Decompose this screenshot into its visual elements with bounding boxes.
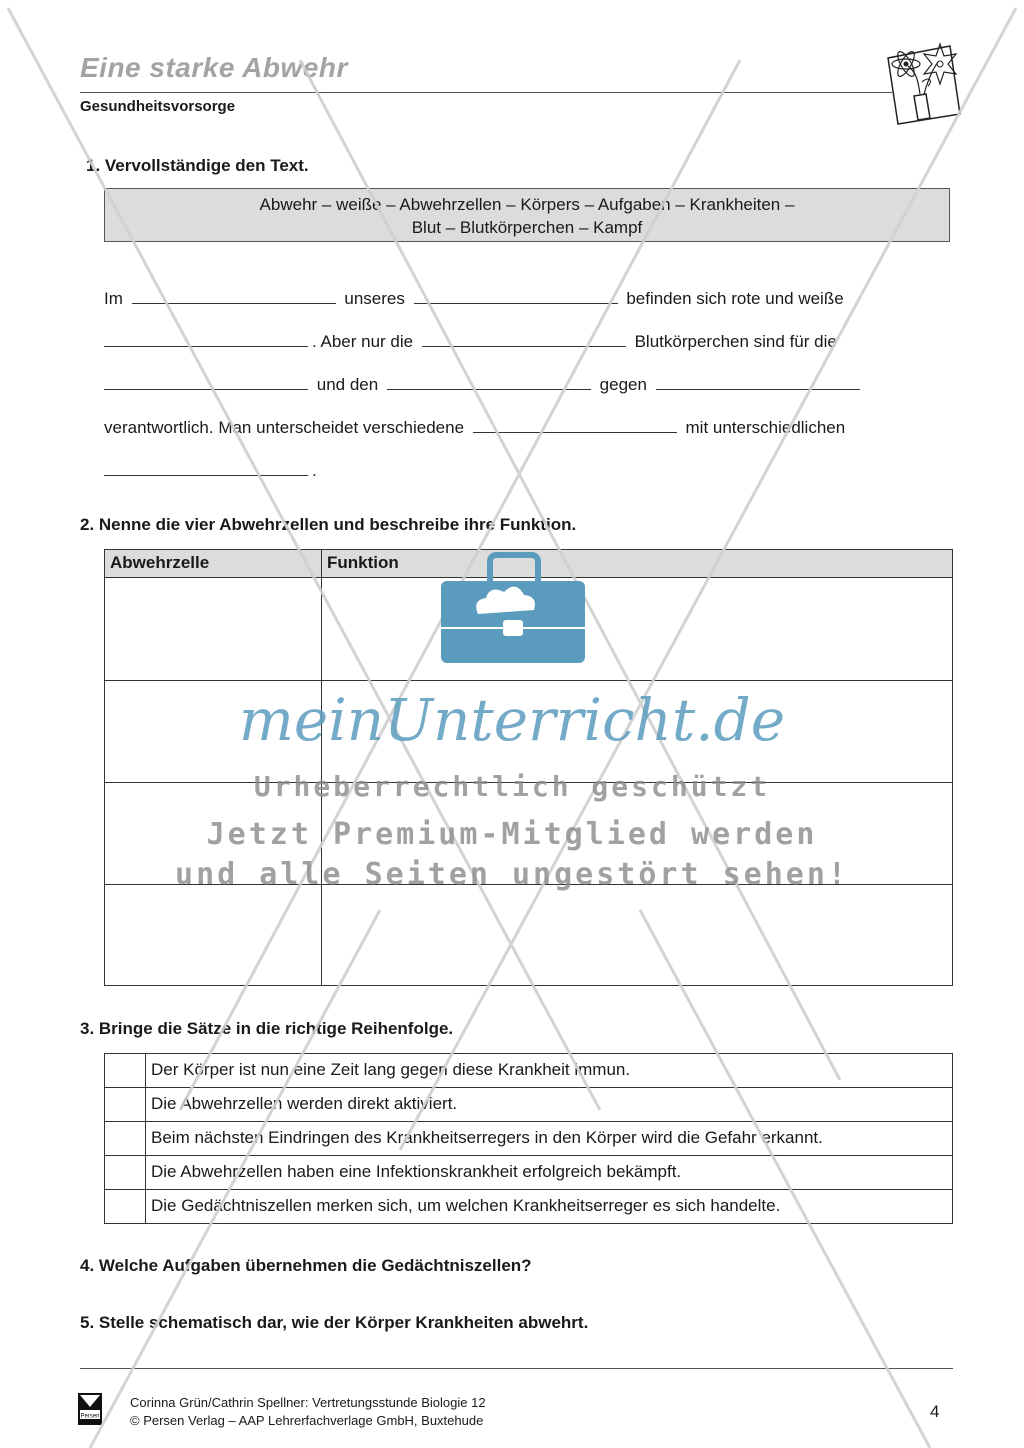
task3-heading: 3. Bringe die Sätze in die richtige Reihenfolge. bbox=[80, 1019, 454, 1038]
footer-author: Corinna Grün/Cathrin Spellner: Vertretungsstunde Biologie 12 bbox=[130, 1395, 486, 1410]
blank-field[interactable] bbox=[656, 373, 860, 390]
publisher-logo bbox=[78, 1393, 102, 1425]
sentence-text: Beim nächsten Eindringen des Krankheitserregers in den Körper wird die Gefahr erkannt. bbox=[151, 1128, 823, 1147]
blank-field[interactable] bbox=[414, 287, 618, 304]
col-header-cell: Abwehrzelle bbox=[110, 553, 210, 572]
worksheet-subtitle: Gesundheitsvorsorge bbox=[80, 98, 236, 115]
sentence-text: Der Körper ist nun eine Zeit lang gegen diese Krankheit immun. bbox=[151, 1060, 631, 1079]
fill-text: verantwortlich. Man unterscheidet verschiedene bbox=[104, 418, 465, 437]
watermark-premium: Jetzt Premium-Mitglied werden bbox=[206, 817, 818, 852]
sentence-text: Die Abwehrzellen werden direkt aktiviert. bbox=[151, 1094, 458, 1113]
fill-text: mit unterschiedlichen bbox=[685, 418, 846, 437]
blank-field[interactable] bbox=[387, 373, 591, 390]
watermark-cta: und alle Seiten ungestört sehen! bbox=[175, 857, 849, 892]
page-number: 4 bbox=[930, 1402, 940, 1421]
table-row bbox=[105, 1054, 952, 1088]
fill-line-4 bbox=[104, 416, 845, 438]
blank-field[interactable] bbox=[132, 287, 336, 304]
table-row bbox=[105, 1088, 952, 1122]
fill-line-5 bbox=[104, 459, 317, 481]
watermark-copyright: Urheberrechtlich geschützt bbox=[253, 770, 771, 803]
sentence-text: Die Gedächtniszellen merken sich, um welchen Krankheitserreger es sich handelte. bbox=[151, 1196, 781, 1215]
task1-heading: 1. Vervollständige den Text. bbox=[86, 156, 309, 175]
task2-heading: 2. Nenne die vier Abwehrzellen und beschreibe ihre Funktion. bbox=[80, 515, 577, 534]
fill-text: und den bbox=[316, 375, 379, 394]
sentence-text: Die Abwehrzellen haben eine Infektionskrankheit erfolgreich bekämpft. bbox=[151, 1162, 682, 1181]
col-header-function: Funktion bbox=[327, 553, 399, 572]
fill-text: Blutkörperchen sind für die bbox=[634, 332, 837, 351]
footer-divider bbox=[80, 1368, 953, 1369]
table-row bbox=[105, 1156, 952, 1190]
fill-text: unseres bbox=[344, 289, 405, 308]
publisher-logo-text: Persen bbox=[80, 1413, 100, 1420]
worksheet-title: Eine starke Abwehr bbox=[80, 52, 348, 83]
fill-text: Im bbox=[104, 289, 123, 308]
blank-field[interactable] bbox=[422, 330, 626, 347]
fill-line-2 bbox=[104, 330, 837, 352]
fill-text: befinden sich rote und weiße bbox=[626, 289, 844, 308]
watermark-brand: meinUnterricht.de bbox=[238, 686, 786, 754]
table-row bbox=[105, 1190, 952, 1224]
header-divider bbox=[80, 92, 892, 93]
sentence-order-table bbox=[104, 1053, 953, 1224]
row-divider bbox=[105, 680, 952, 681]
column-divider bbox=[321, 550, 322, 985]
blank-field[interactable] bbox=[473, 416, 677, 433]
fill-text: . Aber nur die bbox=[312, 332, 414, 351]
fill-line-1 bbox=[104, 287, 844, 309]
word-bank-line2: Blut – Blutkörperchen – Kampf bbox=[411, 218, 643, 237]
blank-field[interactable] bbox=[104, 459, 308, 476]
fill-text: . bbox=[312, 461, 317, 480]
defense-cells-table bbox=[104, 549, 953, 986]
footer-copyright: © Persen Verlag – AAP Lehrerfachverlage GmbH, Buxtehude bbox=[130, 1413, 484, 1428]
number-column-divider bbox=[145, 1054, 146, 1223]
word-bank bbox=[104, 188, 950, 242]
fill-text: gegen bbox=[599, 375, 647, 394]
task4-heading: 4. Welche Aufgaben übernehmen die Gedächtniszellen? bbox=[80, 1256, 532, 1275]
blank-field[interactable] bbox=[104, 373, 308, 390]
blank-field[interactable] bbox=[104, 330, 308, 347]
task5-heading: 5. Stelle schematisch dar, wie der Körper Krankheiten abwehrt. bbox=[80, 1313, 589, 1332]
word-bank-line1: Abwehr – weiße – Abwehrzellen – Körpers – Aufgaben – Krankheiten – bbox=[259, 195, 795, 214]
flower-vase-icon bbox=[868, 36, 978, 128]
fill-line-3 bbox=[104, 373, 864, 395]
table-header bbox=[105, 550, 952, 578]
table-row bbox=[105, 1122, 952, 1156]
